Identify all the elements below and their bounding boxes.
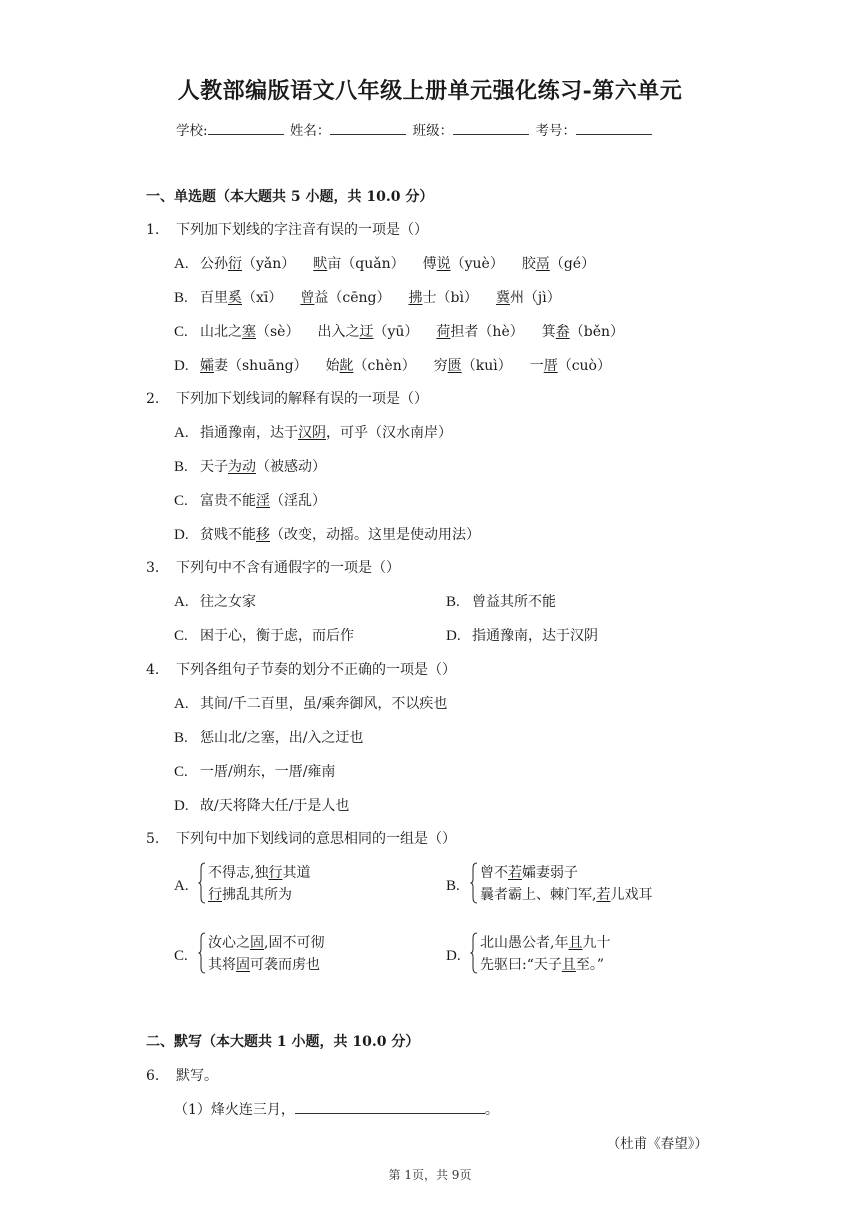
- q2-option-d: D. 贫贱不能移（改变，动摇。这里是使动用法）: [174, 527, 480, 543]
- question-1-text: 下列加下划线的字注音有误的一项是（）: [176, 222, 428, 238]
- exam-no-label: 考号：: [535, 123, 576, 139]
- q1-option-d: D. 孀妻（shuāng） 始龀（chèn） 穷匮（kuì） 一厝（cuò）: [174, 358, 611, 374]
- page-title: 人教部编版语文八年级上册单元强化练习-第六单元: [177, 78, 683, 104]
- q2-option-b: B. 天子为动（被感动）: [174, 459, 326, 475]
- class-blank: [453, 122, 529, 135]
- brace-icon: [198, 932, 206, 974]
- exam-no-blank: [576, 122, 652, 135]
- q3-option-b: B. 曾益其所不能: [446, 594, 556, 610]
- question-4-text: 下列各组句子节奏的划分不正确的一项是（）: [176, 662, 456, 678]
- q5-option-c: C. 汝心之固,固不可彻 其将固可袭而虏也: [174, 932, 434, 978]
- q4-option-b: B. 惩山北/之塞，出/入之迂也: [174, 730, 364, 746]
- q2-option-c: C. 富贵不能淫（淫乱）: [174, 493, 326, 509]
- student-info-line: [176, 119, 654, 139]
- question-2: 2. 下列加下划线词的解释有误的一项是（）: [146, 391, 428, 407]
- brace-icon: [470, 862, 478, 904]
- question-3-text: 下列句中不含有通假字的一项是（）: [176, 560, 400, 576]
- question-5-text: 下列句中加下划线词的意思相同的一组是（）: [176, 831, 456, 847]
- q6-item-1: （1）烽火连三月， 。: [174, 1099, 499, 1119]
- question-5: 5. 下列句中加下划线词的意思相同的一组是（）: [146, 831, 456, 847]
- question-1: 1. 下列加下划线的字注音有误的一项是（）: [146, 222, 428, 238]
- question-6: 6. 默写。: [146, 1068, 218, 1084]
- q5-option-a: A. 不得志,独行其道 行拂乱其所为: [174, 862, 434, 908]
- q3-option-c: C. 困于心，衡于虑，而后作: [174, 628, 354, 644]
- q4-option-c: C. 一厝/朔东，一厝/雍南: [174, 764, 336, 780]
- class-label: 班级：: [412, 123, 454, 139]
- school-blank: [208, 122, 284, 135]
- question-6-text: 默写。: [176, 1068, 218, 1084]
- question-4: 4. 下列各组句子节奏的划分不正确的一项是（）: [146, 662, 456, 678]
- q3-option-d: D. 指通豫南，达于汉阴: [446, 628, 598, 644]
- brace-icon: [470, 932, 478, 974]
- q1-option-a: A. 公孙衍（yǎn） 畎亩（quǎn） 傅说（yuè） 胶鬲（gé）: [174, 256, 596, 272]
- q1-option-b: B. 百里奚（xī） 曾益（cēng） 拂士（bì） 冀州（jì）: [174, 290, 561, 306]
- q1-option-c: C. 山北之塞（sè） 出入之迂（yū） 荷担者（hè） 箕畚（běn）: [174, 324, 624, 340]
- school-label: 学校:: [176, 123, 208, 139]
- q2-option-a: A. 指通豫南，达于汉阴，可乎（汉水南岸）: [174, 425, 452, 441]
- q5-option-d: D. 北山愚公者,年且九十 先驱曰:“天子且至。”: [446, 932, 706, 978]
- section-heading-dictation: 二、默写（本大题共 1 小题，共 10.0 分）: [146, 1034, 420, 1050]
- q4-option-a: A. 其间/千二百里，虽/乘奔御风，不以疾也: [174, 696, 448, 712]
- q5-option-b: B. 曾不若孀妻弱子 曩者霸上、棘门军,若儿戏耳: [446, 862, 706, 908]
- question-2-text: 下列加下划线词的解释有误的一项是（）: [176, 391, 428, 407]
- name-blank: [330, 122, 406, 135]
- poem-source: （杜甫《春望》）: [606, 1136, 708, 1152]
- brace-icon: [198, 862, 206, 904]
- page-footer: 第 1页，共 9页: [388, 1168, 472, 1182]
- section-heading-single-choice: 一、单选题（本大题共 5 小题，共 10.0 分）: [146, 189, 434, 205]
- answer-blank[interactable]: [295, 1099, 485, 1114]
- q3-option-a: A. 往之女家: [174, 594, 256, 610]
- q4-option-d: D. 故/天将降大任/于是人也: [174, 798, 350, 814]
- name-label: 姓名：: [289, 123, 331, 139]
- question-3: 3. 下列句中不含有通假字的一项是（）: [146, 560, 400, 576]
